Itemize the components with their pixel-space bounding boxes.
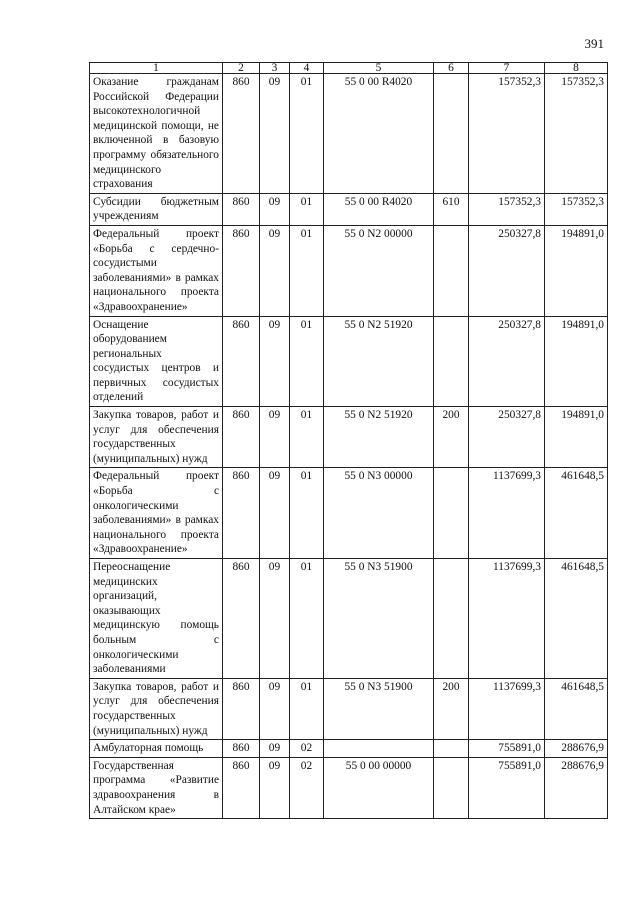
target-article-cell — [324, 740, 434, 758]
section-code-cell: 09 — [260, 678, 290, 739]
column-header: 1 — [90, 63, 223, 74]
section-code-cell: 09 — [260, 74, 290, 194]
section-code-cell: 09 — [260, 740, 290, 758]
expense-type-cell — [434, 225, 469, 316]
subsection-code-cell: 01 — [290, 225, 324, 316]
amount-col8-cell: 157352,3 — [545, 193, 608, 225]
amount-col7-cell: 250327,8 — [469, 225, 545, 316]
amount-col7-cell: 250327,8 — [469, 407, 545, 468]
target-article-cell: 55 0 N3 51900 — [324, 678, 434, 739]
grbs-code-cell: 860 — [223, 757, 260, 818]
grbs-code-cell: 860 — [223, 225, 260, 316]
subsection-code-cell: 01 — [290, 678, 324, 739]
table-row — [90, 757, 608, 818]
amount-col7-cell: 755891,0 — [469, 757, 545, 818]
column-header: 3 — [260, 63, 290, 74]
subsection-code-cell: 02 — [290, 740, 324, 758]
section-code-cell: 09 — [260, 193, 290, 225]
column-header: 6 — [434, 63, 469, 74]
grbs-code-cell: 860 — [223, 678, 260, 739]
expense-type-cell: 610 — [434, 193, 469, 225]
target-article-cell: 55 0 N3 00000 — [324, 468, 434, 559]
table-row — [90, 407, 608, 468]
table-row — [90, 740, 608, 758]
table-row — [90, 193, 608, 225]
table-row — [90, 316, 608, 407]
table-row — [90, 559, 608, 679]
expense-type-cell — [434, 740, 469, 758]
item-name-cell: Закупка товаров, работ и услуг для обеспечения государственных (муниципальных) нужд — [90, 678, 223, 739]
grbs-code-cell: 860 — [223, 74, 260, 194]
subsection-code-cell: 01 — [290, 468, 324, 559]
item-name-cell: Переоснащение медицинских организаций, оказывающих медицинскую помощь больным с онкологическими заболеваниями — [90, 559, 223, 679]
page-number: 391 — [584, 36, 604, 51]
expense-type-cell — [434, 468, 469, 559]
amount-col7-cell: 755891,0 — [469, 740, 545, 758]
subsection-code-cell: 01 — [290, 316, 324, 407]
item-name-cell: Федеральный проект «Борьба с онкологическими заболеваниями» в рамках национального проекта «Здравоохранение» — [90, 468, 223, 559]
item-name-cell: Субсидии бюджетным учреждениям — [90, 193, 223, 225]
amount-col7-cell: 1137699,3 — [469, 468, 545, 559]
grbs-code-cell: 860 — [223, 468, 260, 559]
expense-type-cell — [434, 316, 469, 407]
table-row — [90, 468, 608, 559]
expense-type-cell — [434, 559, 469, 679]
grbs-code-cell: 860 — [223, 316, 260, 407]
amount-col7-cell: 157352,3 — [469, 74, 545, 194]
target-article-cell: 55 0 N2 51920 — [324, 407, 434, 468]
target-article-cell: 55 0 N2 00000 — [324, 225, 434, 316]
target-article-cell: 55 0 N3 51900 — [324, 559, 434, 679]
section-code-cell: 09 — [260, 407, 290, 468]
table-body — [90, 74, 608, 819]
section-code-cell: 09 — [260, 559, 290, 679]
subsection-code-cell: 01 — [290, 74, 324, 194]
column-header: 4 — [290, 63, 324, 74]
grbs-code-cell: 860 — [223, 740, 260, 758]
target-article-cell: 55 0 00 R4020 — [324, 193, 434, 225]
amount-col8-cell: 194891,0 — [545, 225, 608, 316]
column-header: 7 — [469, 63, 545, 74]
expense-type-cell — [434, 757, 469, 818]
grbs-code-cell: 860 — [223, 407, 260, 468]
table-header-row — [90, 63, 608, 74]
grbs-code-cell: 860 — [223, 193, 260, 225]
budget-table — [89, 62, 608, 819]
section-code-cell: 09 — [260, 316, 290, 407]
column-header: 5 — [324, 63, 434, 74]
item-name-cell: Федеральный проект «Борьба с сердечно-сосудистыми заболеваниями» в рамках национального проекта «Здравоохранение» — [90, 225, 223, 316]
item-name-cell: Закупка товаров, работ и услуг для обеспечения государственных (муниципальных) нужд — [90, 407, 223, 468]
amount-col8-cell: 288676,9 — [545, 757, 608, 818]
item-name-cell: Оснащение оборудованием региональных сосудистых центров и первичных сосудистых отделений — [90, 316, 223, 407]
expense-type-cell: 200 — [434, 407, 469, 468]
amount-col7-cell: 1137699,3 — [469, 678, 545, 739]
amount-col8-cell: 157352,3 — [545, 74, 608, 194]
item-name-cell: Оказание гражданам Российской Федерации высокотехнологичной медицинской помощи, не включенной в базовую программу обязательного медицинского страхования — [90, 74, 223, 194]
amount-col8-cell: 461648,5 — [545, 678, 608, 739]
section-code-cell: 09 — [260, 225, 290, 316]
column-header: 8 — [545, 63, 608, 74]
subsection-code-cell: 02 — [290, 757, 324, 818]
amount-col8-cell: 461648,5 — [545, 468, 608, 559]
amount-col8-cell: 194891,0 — [545, 316, 608, 407]
subsection-code-cell: 01 — [290, 193, 324, 225]
target-article-cell: 55 0 N2 51920 — [324, 316, 434, 407]
expense-type-cell — [434, 74, 469, 194]
subsection-code-cell: 01 — [290, 407, 324, 468]
amount-col7-cell: 157352,3 — [469, 193, 545, 225]
table-row — [90, 74, 608, 194]
column-header: 2 — [223, 63, 260, 74]
expense-type-cell: 200 — [434, 678, 469, 739]
amount-col8-cell: 194891,0 — [545, 407, 608, 468]
amount-col7-cell: 1137699,3 — [469, 559, 545, 679]
amount-col7-cell: 250327,8 — [469, 316, 545, 407]
target-article-cell: 55 0 00 00000 — [324, 757, 434, 818]
item-name-cell: Государственная программа «Развитие здравоохранения в Алтайском крае» — [90, 757, 223, 818]
section-code-cell: 09 — [260, 757, 290, 818]
table-row — [90, 678, 608, 739]
target-article-cell: 55 0 00 R4020 — [324, 74, 434, 194]
grbs-code-cell: 860 — [223, 559, 260, 679]
subsection-code-cell: 01 — [290, 559, 324, 679]
section-code-cell: 09 — [260, 468, 290, 559]
table-row — [90, 225, 608, 316]
amount-col8-cell: 461648,5 — [545, 559, 608, 679]
amount-col8-cell: 288676,9 — [545, 740, 608, 758]
item-name-cell: Амбулаторная помощь — [90, 740, 223, 758]
